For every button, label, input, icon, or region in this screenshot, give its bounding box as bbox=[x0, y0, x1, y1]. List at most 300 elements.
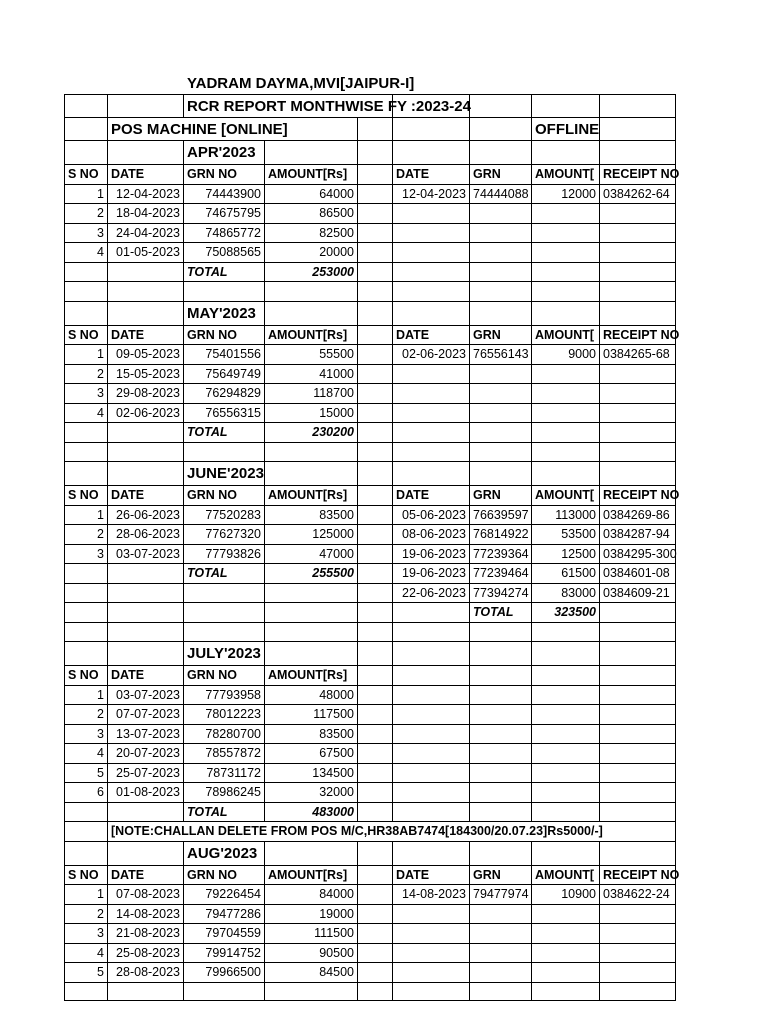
cell-off-date bbox=[393, 281, 470, 301]
cell-off-date bbox=[393, 943, 470, 963]
online-grn-no: 78280700 bbox=[184, 724, 265, 744]
cell-receipt bbox=[600, 203, 676, 223]
cell-off-amount bbox=[532, 943, 600, 963]
cell-grn bbox=[184, 281, 265, 301]
cell-gap bbox=[358, 622, 393, 642]
online-grn-no: 79704559 bbox=[184, 923, 265, 943]
cell-gap bbox=[358, 422, 393, 442]
cell-sno bbox=[64, 262, 108, 282]
cell-off-date bbox=[393, 743, 470, 763]
online-amount: 32000 bbox=[265, 782, 358, 802]
online-total-label: TOTAL bbox=[184, 802, 265, 822]
online-sno: 3 bbox=[64, 724, 108, 744]
offline-grn: 76556143 bbox=[470, 344, 532, 364]
online-grn-no: 78557872 bbox=[184, 743, 265, 763]
cell-off-grn bbox=[470, 743, 532, 763]
online-date: 12-04-2023 bbox=[108, 184, 184, 204]
cell-off-date bbox=[393, 301, 470, 325]
cell-sno bbox=[64, 117, 108, 140]
cell-gap bbox=[358, 223, 393, 243]
cell-off-amount bbox=[532, 242, 600, 262]
offline-amount: 10900 bbox=[532, 884, 600, 904]
cell-off-date bbox=[393, 364, 470, 384]
cell-off-grn bbox=[470, 802, 532, 822]
cell-receipt bbox=[600, 841, 676, 865]
offline-receipt-no: 0384295-300 bbox=[600, 544, 676, 564]
cell-amount bbox=[265, 461, 358, 485]
online-date: 20-07-2023 bbox=[108, 743, 184, 763]
col-header-offline-grn: GRN bbox=[470, 865, 532, 885]
cell-gap bbox=[358, 262, 393, 282]
col-header-amount: AMOUNT[Rs] bbox=[265, 665, 358, 685]
cell-gap bbox=[358, 802, 393, 822]
cell-off-grn bbox=[470, 724, 532, 744]
col-header-sno: S NO bbox=[64, 164, 108, 184]
online-grn-no: 76556315 bbox=[184, 403, 265, 423]
online-date: 28-08-2023 bbox=[108, 962, 184, 982]
cell-receipt bbox=[600, 364, 676, 384]
cell-off-date bbox=[393, 602, 470, 622]
col-header-grn-no: GRN NO bbox=[184, 164, 265, 184]
cell-off-date bbox=[393, 383, 470, 403]
offline-receipt-no: 0384269-86 bbox=[600, 505, 676, 525]
online-amount: 41000 bbox=[265, 364, 358, 384]
cell-off-date bbox=[393, 665, 470, 685]
cell-off-date bbox=[393, 904, 470, 924]
col-header-receipt-no: RECEIPT NO bbox=[600, 865, 676, 885]
col-header-offline-amount: AMOUNT[ bbox=[532, 164, 600, 184]
cell-receipt bbox=[600, 641, 676, 665]
cell-gap bbox=[358, 485, 393, 505]
online-amount: 134500 bbox=[265, 763, 358, 783]
cell-amount bbox=[265, 622, 358, 642]
online-grn-no: 79477286 bbox=[184, 904, 265, 924]
cell-off-date bbox=[393, 962, 470, 982]
offline-date: 02-06-2023 bbox=[393, 344, 470, 364]
cell-off-grn bbox=[470, 223, 532, 243]
col-header-offline-date: DATE bbox=[393, 325, 470, 345]
cell-off-date bbox=[393, 223, 470, 243]
online-grn-no: 79226454 bbox=[184, 884, 265, 904]
online-total-label: TOTAL bbox=[184, 262, 265, 282]
cell-off-grn bbox=[470, 442, 532, 462]
online-total-amount: 230200 bbox=[265, 422, 358, 442]
cell-sno bbox=[64, 821, 108, 841]
cell-sno bbox=[64, 422, 108, 442]
cell-off-grn bbox=[470, 665, 532, 685]
cell-off-amount bbox=[532, 763, 600, 783]
online-grn-no: 78986245 bbox=[184, 782, 265, 802]
cell-off-amount bbox=[532, 641, 600, 665]
col-header-offline-grn: GRN bbox=[470, 325, 532, 345]
cell-amount bbox=[265, 602, 358, 622]
report-title: YADRAM DAYMA,MVI[JAIPUR-I] bbox=[187, 75, 415, 92]
online-sno: 1 bbox=[64, 884, 108, 904]
offline-date: 14-08-2023 bbox=[393, 884, 470, 904]
offline-date: 19-06-2023 bbox=[393, 544, 470, 564]
cell-off-grn bbox=[470, 117, 532, 140]
cell-off-grn bbox=[470, 403, 532, 423]
online-amount: 55500 bbox=[265, 344, 358, 364]
cell-off-amount bbox=[532, 461, 600, 485]
cell-sno bbox=[64, 982, 108, 1002]
online-sno: 4 bbox=[64, 743, 108, 763]
online-date: 14-08-2023 bbox=[108, 904, 184, 924]
col-header-receipt-no: RECEIPT NO bbox=[600, 164, 676, 184]
col-header-offline-date: DATE bbox=[393, 865, 470, 885]
cell-sno bbox=[64, 94, 108, 117]
online-amount: 67500 bbox=[265, 743, 358, 763]
offline-amount: 61500 bbox=[532, 563, 600, 583]
cell-off-grn bbox=[470, 982, 532, 1002]
cell-gap bbox=[358, 904, 393, 924]
online-grn-no: 75088565 bbox=[184, 242, 265, 262]
col-header-offline-amount: AMOUNT[ bbox=[532, 325, 600, 345]
col-header-offline-grn: GRN bbox=[470, 164, 532, 184]
online-date: 28-06-2023 bbox=[108, 524, 184, 544]
month-title: AUG'2023 bbox=[184, 841, 265, 865]
online-date: 21-08-2023 bbox=[108, 923, 184, 943]
cell-off-amount bbox=[532, 422, 600, 442]
offline-section-label: OFFLINE bbox=[532, 117, 600, 140]
cell-gap bbox=[358, 325, 393, 345]
col-header-date: DATE bbox=[108, 164, 184, 184]
cell-off-date bbox=[393, 242, 470, 262]
col-header-sno: S NO bbox=[64, 665, 108, 685]
cell-off-grn bbox=[470, 763, 532, 783]
cell-grn bbox=[184, 622, 265, 642]
cell-amount bbox=[265, 641, 358, 665]
cell-off-date bbox=[393, 442, 470, 462]
online-total-label: TOTAL bbox=[184, 422, 265, 442]
offline-receipt-no: 0384265-68 bbox=[600, 344, 676, 364]
cell-gap bbox=[358, 743, 393, 763]
col-header-date: DATE bbox=[108, 325, 184, 345]
cell-off-grn bbox=[470, 461, 532, 485]
cell-sno bbox=[64, 442, 108, 462]
cell-off-date bbox=[393, 802, 470, 822]
report-subtitle: RCR REPORT MONTHWISE FY :2023-24 bbox=[184, 94, 393, 117]
cell-off-grn bbox=[470, 364, 532, 384]
cell-gap bbox=[358, 344, 393, 364]
offline-grn: 77239364 bbox=[470, 544, 532, 564]
cell-off-grn bbox=[470, 685, 532, 705]
online-date: 24-04-2023 bbox=[108, 223, 184, 243]
online-amount: 83500 bbox=[265, 724, 358, 744]
cell-date bbox=[108, 94, 184, 117]
cell-grn bbox=[184, 442, 265, 462]
online-sno: 2 bbox=[64, 904, 108, 924]
offline-receipt-no: 0384601-08 bbox=[600, 563, 676, 583]
cell-amount bbox=[265, 982, 358, 1002]
cell-off-amount bbox=[532, 962, 600, 982]
cell-sno bbox=[64, 563, 108, 583]
cell-sno bbox=[64, 583, 108, 603]
cell-off-grn bbox=[470, 281, 532, 301]
month-title: JUNE'2023 bbox=[184, 461, 265, 485]
cell-gap bbox=[358, 563, 393, 583]
online-sno: 5 bbox=[64, 763, 108, 783]
cell-gap bbox=[358, 865, 393, 885]
cell-receipt bbox=[600, 281, 676, 301]
online-grn-no: 75401556 bbox=[184, 344, 265, 364]
cell-gap bbox=[358, 364, 393, 384]
cell-gap bbox=[358, 301, 393, 325]
online-total-amount: 483000 bbox=[265, 802, 358, 822]
cell-off-grn bbox=[470, 641, 532, 665]
online-grn-no: 74675795 bbox=[184, 203, 265, 223]
cell-gap bbox=[358, 524, 393, 544]
offline-date: 19-06-2023 bbox=[393, 563, 470, 583]
online-sno: 1 bbox=[64, 184, 108, 204]
online-amount: 86500 bbox=[265, 203, 358, 223]
cell-amount bbox=[265, 301, 358, 325]
cell-gap bbox=[358, 140, 393, 164]
offline-amount: 53500 bbox=[532, 524, 600, 544]
online-sno: 1 bbox=[64, 344, 108, 364]
online-date: 07-07-2023 bbox=[108, 704, 184, 724]
offline-receipt-no: 0384287-94 bbox=[600, 524, 676, 544]
online-amount: 19000 bbox=[265, 904, 358, 924]
cell-sno bbox=[64, 802, 108, 822]
cell-off-amount bbox=[532, 904, 600, 924]
cell-off-grn bbox=[470, 841, 532, 865]
online-date: 02-06-2023 bbox=[108, 403, 184, 423]
offline-amount: 113000 bbox=[532, 505, 600, 525]
cell-off-amount bbox=[532, 203, 600, 223]
cell-off-amount bbox=[532, 782, 600, 802]
offline-date: 08-06-2023 bbox=[393, 524, 470, 544]
cell-gap bbox=[358, 461, 393, 485]
online-sno: 6 bbox=[64, 782, 108, 802]
offline-date: 12-04-2023 bbox=[393, 184, 470, 204]
online-date: 25-07-2023 bbox=[108, 763, 184, 783]
offline-grn: 74444088 bbox=[470, 184, 532, 204]
offline-total-label: TOTAL bbox=[470, 602, 532, 622]
offline-receipt-no: 0384622-24 bbox=[600, 884, 676, 904]
cell-receipt bbox=[600, 442, 676, 462]
cell-off-date bbox=[393, 461, 470, 485]
cell-off-amount bbox=[532, 140, 600, 164]
cell-amount bbox=[265, 281, 358, 301]
online-grn-no: 77520283 bbox=[184, 505, 265, 525]
cell-receipt bbox=[600, 301, 676, 325]
cell-gap bbox=[358, 923, 393, 943]
cell-receipt bbox=[600, 262, 676, 282]
cell-sno bbox=[64, 841, 108, 865]
cell-gap bbox=[358, 685, 393, 705]
cell-date bbox=[108, 802, 184, 822]
online-sno: 2 bbox=[64, 364, 108, 384]
cell-receipt bbox=[600, 461, 676, 485]
cell-receipt bbox=[600, 904, 676, 924]
col-header-offline-grn: GRN bbox=[470, 485, 532, 505]
cell-date bbox=[108, 301, 184, 325]
cell-gap bbox=[358, 884, 393, 904]
cell-off-date bbox=[393, 94, 470, 117]
cell-gap bbox=[358, 982, 393, 1002]
cell-receipt bbox=[600, 422, 676, 442]
cell-gap bbox=[358, 117, 393, 140]
cell-gap bbox=[358, 442, 393, 462]
offline-grn: 79477974 bbox=[470, 884, 532, 904]
cell-gap bbox=[358, 544, 393, 564]
online-amount: 64000 bbox=[265, 184, 358, 204]
online-grn-no: 78731172 bbox=[184, 763, 265, 783]
cell-gap bbox=[358, 602, 393, 622]
cell-receipt bbox=[600, 743, 676, 763]
offline-receipt-no: 0384609-21 bbox=[600, 583, 676, 603]
cell-sno bbox=[64, 622, 108, 642]
cell-off-grn bbox=[470, 962, 532, 982]
col-header-sno: S NO bbox=[64, 865, 108, 885]
cell-off-grn bbox=[470, 622, 532, 642]
month-title: MAY'2023 bbox=[184, 301, 265, 325]
cell-date bbox=[108, 841, 184, 865]
cell-receipt bbox=[600, 242, 676, 262]
online-amount: 47000 bbox=[265, 544, 358, 564]
col-header-sno: S NO bbox=[64, 325, 108, 345]
cell-gap bbox=[358, 704, 393, 724]
cell-date bbox=[108, 442, 184, 462]
online-sno: 1 bbox=[64, 685, 108, 705]
online-sno: 3 bbox=[64, 223, 108, 243]
cell-off-date bbox=[393, 641, 470, 665]
online-section-label: POS MACHINE [ONLINE] bbox=[108, 117, 358, 140]
cell-off-date bbox=[393, 841, 470, 865]
cell-sno bbox=[64, 281, 108, 301]
cell-gap bbox=[358, 841, 393, 865]
challan-note: [NOTE:CHALLAN DELETE FROM POS M/C,HR38AB7474[184300/20.07.23]Rs5000/-] bbox=[108, 821, 676, 841]
online-amount: 90500 bbox=[265, 943, 358, 963]
cell-date bbox=[108, 262, 184, 282]
cell-sno bbox=[64, 140, 108, 164]
cell-date bbox=[108, 422, 184, 442]
cell-off-grn bbox=[470, 262, 532, 282]
cell-off-grn bbox=[470, 422, 532, 442]
cell-off-amount bbox=[532, 704, 600, 724]
col-header-offline-date: DATE bbox=[393, 485, 470, 505]
cell-off-grn bbox=[470, 140, 532, 164]
cell-off-amount bbox=[532, 685, 600, 705]
online-date: 03-07-2023 bbox=[108, 685, 184, 705]
cell-date bbox=[108, 140, 184, 164]
cell-gap bbox=[358, 505, 393, 525]
online-sno: 1 bbox=[64, 505, 108, 525]
cell-gap bbox=[358, 203, 393, 223]
online-total-amount: 255500 bbox=[265, 563, 358, 583]
online-date: 07-08-2023 bbox=[108, 884, 184, 904]
online-amount: 83500 bbox=[265, 505, 358, 525]
online-grn-no: 79914752 bbox=[184, 943, 265, 963]
cell-date bbox=[108, 602, 184, 622]
cell-receipt bbox=[600, 140, 676, 164]
offline-grn: 77394274 bbox=[470, 583, 532, 603]
cell-off-amount bbox=[532, 262, 600, 282]
online-amount: 82500 bbox=[265, 223, 358, 243]
cell-sno bbox=[64, 301, 108, 325]
cell-receipt bbox=[600, 223, 676, 243]
cell-date bbox=[108, 583, 184, 603]
cell-amount bbox=[265, 442, 358, 462]
online-amount: 118700 bbox=[265, 383, 358, 403]
cell-gap bbox=[358, 962, 393, 982]
online-amount: 20000 bbox=[265, 242, 358, 262]
cell-sno bbox=[64, 602, 108, 622]
cell-off-grn bbox=[470, 904, 532, 924]
col-header-amount: AMOUNT[Rs] bbox=[265, 325, 358, 345]
cell-gap bbox=[358, 641, 393, 665]
online-date: 13-07-2023 bbox=[108, 724, 184, 744]
cell-off-amount bbox=[532, 364, 600, 384]
cell-off-amount bbox=[532, 94, 600, 117]
cell-off-amount bbox=[532, 223, 600, 243]
offline-grn: 76639597 bbox=[470, 505, 532, 525]
cell-receipt bbox=[600, 782, 676, 802]
online-amount: 117500 bbox=[265, 704, 358, 724]
col-header-amount: AMOUNT[Rs] bbox=[265, 865, 358, 885]
cell-receipt bbox=[600, 763, 676, 783]
month-title: APR'2023 bbox=[184, 140, 265, 164]
offline-amount: 83000 bbox=[532, 583, 600, 603]
cell-off-date bbox=[393, 403, 470, 423]
cell-date bbox=[108, 641, 184, 665]
cell-off-grn bbox=[470, 94, 532, 117]
month-title: JULY'2023 bbox=[184, 641, 265, 665]
online-sno: 3 bbox=[64, 383, 108, 403]
cell-receipt bbox=[600, 383, 676, 403]
online-amount: 84000 bbox=[265, 884, 358, 904]
cell-off-date bbox=[393, 422, 470, 442]
online-grn-no: 74443900 bbox=[184, 184, 265, 204]
col-header-grn-no: GRN NO bbox=[184, 325, 265, 345]
online-grn-no: 77627320 bbox=[184, 524, 265, 544]
cell-amount bbox=[265, 140, 358, 164]
online-amount: 15000 bbox=[265, 403, 358, 423]
offline-date: 22-06-2023 bbox=[393, 583, 470, 603]
cell-receipt bbox=[600, 622, 676, 642]
cell-gap bbox=[358, 665, 393, 685]
cell-off-date bbox=[393, 622, 470, 642]
cell-off-grn bbox=[470, 704, 532, 724]
cell-off-grn bbox=[470, 923, 532, 943]
cell-sno bbox=[64, 641, 108, 665]
cell-receipt bbox=[600, 117, 676, 140]
online-date: 09-05-2023 bbox=[108, 344, 184, 364]
offline-date: 05-06-2023 bbox=[393, 505, 470, 525]
col-header-offline-amount: AMOUNT[ bbox=[532, 865, 600, 885]
cell-gap bbox=[358, 164, 393, 184]
cell-off-amount bbox=[532, 724, 600, 744]
cell-date bbox=[108, 622, 184, 642]
online-total-label: TOTAL bbox=[184, 563, 265, 583]
online-grn-no: 78012223 bbox=[184, 704, 265, 724]
col-header-grn-no: GRN NO bbox=[184, 665, 265, 685]
cell-receipt bbox=[600, 982, 676, 1002]
cell-off-date bbox=[393, 262, 470, 282]
cell-gap bbox=[358, 763, 393, 783]
cell-off-amount bbox=[532, 301, 600, 325]
cell-receipt bbox=[600, 602, 676, 622]
cell-receipt bbox=[600, 923, 676, 943]
online-grn-no: 75649749 bbox=[184, 364, 265, 384]
cell-off-date bbox=[393, 923, 470, 943]
cell-off-date bbox=[393, 140, 470, 164]
cell-grn bbox=[184, 602, 265, 622]
online-date: 15-05-2023 bbox=[108, 364, 184, 384]
cell-gap bbox=[358, 242, 393, 262]
online-total-amount: 253000 bbox=[265, 262, 358, 282]
